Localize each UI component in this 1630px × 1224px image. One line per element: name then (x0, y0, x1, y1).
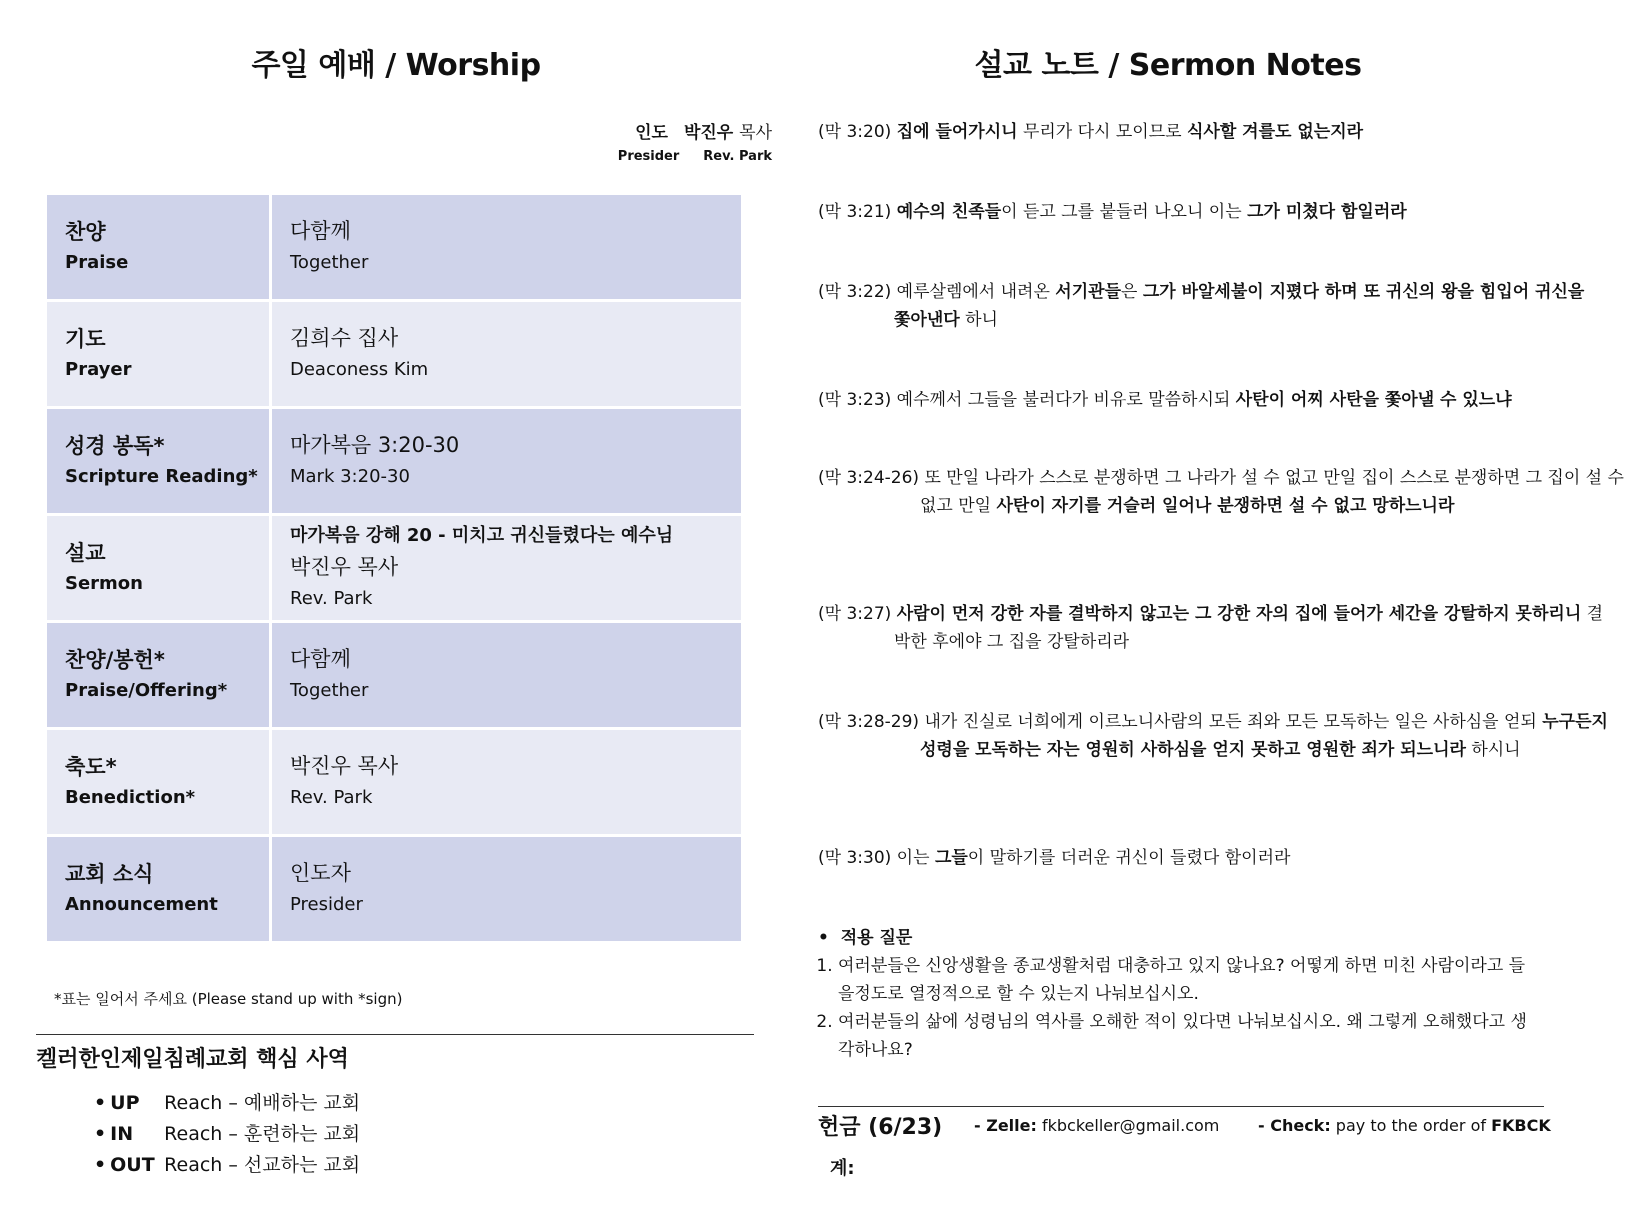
verse-3-27 (818, 600, 1604, 656)
row-label-en: Praise/Offering* (65, 680, 228, 701)
sermon-notes-page (818, 40, 1624, 1179)
row-value-cell (271, 408, 743, 515)
verse-text: 하시니 (1465, 740, 1521, 760)
verse-3-20 (818, 118, 1528, 146)
row-value-ko: 다함께 (290, 647, 351, 671)
worship-title: 주일 예배 / Worship (251, 48, 541, 83)
row-value-cell (271, 836, 743, 943)
verse-ref: (막 3:27) (818, 604, 892, 624)
bullet-icon: • (94, 1092, 107, 1114)
row-value-cell (271, 622, 743, 729)
verse-3-23 (818, 386, 1528, 414)
application-heading-text: 적용 질문 (840, 928, 913, 948)
divider-line (818, 1106, 1544, 1107)
verse-text: 예수께서 그들을 불러다가 비유로 말씀하시되 (891, 390, 1236, 410)
verse-text: 무리가 다시 모이므로 (1017, 122, 1187, 142)
row-value-ko: 마가복음 3:20-30 (290, 433, 460, 457)
row-value-ko: 박진우 목사 (290, 754, 399, 778)
row-value-ko: 박진우 목사 (290, 555, 399, 579)
ministry-text: Reach – 예배하는 교회 (164, 1092, 361, 1114)
row-label-en: Praise (65, 252, 129, 273)
list-item: 1. 여러분들은 신앙생활을 종교생활처럼 대충하고 있지 않나요? 어떻게 하면 미친 사람이라고 들을정도로 열정적으로 할 수 있는지 나눠보십시오. (838, 952, 1538, 1008)
presider-en-name: Rev. Park (703, 149, 772, 164)
verse-text: 은 (1121, 282, 1143, 302)
row-label-cell (46, 194, 271, 301)
row-label-cell (46, 836, 271, 943)
bullet-icon: • (94, 1154, 107, 1176)
table-row (46, 408, 743, 515)
row-value-ko: 김희수 집사 (290, 326, 399, 350)
divider-line (36, 1034, 754, 1035)
row-label-en: Announcement (65, 894, 218, 915)
ministry-list (94, 1088, 360, 1181)
verse-bold: 그들 (934, 848, 968, 868)
stand-note: *표는 일어서 주세요 (Please stand up with *sign) (54, 990, 403, 1008)
verse-text: 이는 (891, 848, 935, 868)
check-payee: FKBCK (1491, 1116, 1551, 1135)
row-value-en: Deaconess Kim (290, 359, 429, 380)
table-row (46, 729, 743, 836)
presider-ko-label: 인도 (635, 123, 668, 143)
verse-bold: 예수의 친족들 (896, 202, 1002, 222)
ministry-title: 켈러한인제일침례교회 핵심 사역 (36, 1047, 349, 1072)
verse-ref: (막 3:28-29) (818, 712, 920, 732)
list-item (94, 1150, 360, 1181)
row-label-ko: 설교 (65, 541, 106, 565)
bullet-icon: • (94, 1123, 107, 1145)
ministry-code: UP (110, 1092, 140, 1114)
ministry-text: Reach – 선교하는 교회 (164, 1154, 361, 1176)
verse-bold: 사탄이 어찌 사탄을 쫓아낼 수 있느냐 (1235, 390, 1512, 410)
row-label-cell (46, 515, 271, 622)
row-label-ko: 찬양/봉헌* (65, 648, 165, 672)
row-label-cell (46, 408, 271, 515)
row-label-ko: 교회 소식 (65, 862, 154, 886)
table-row (46, 194, 743, 301)
worship-page (36, 40, 772, 1176)
table-row (46, 301, 743, 408)
row-value-en: Rev. Park (290, 787, 373, 808)
row-value-en: Together (290, 680, 369, 701)
zelle-email: fkbckeller@gmail.com (1036, 1116, 1220, 1135)
list-item (94, 1119, 360, 1150)
verse-3-30 (818, 844, 1528, 872)
row-label-ko: 축도* (65, 755, 117, 779)
application-heading (818, 924, 1538, 952)
presider-block (592, 118, 772, 164)
verse-ref: (막 3:21) (818, 202, 892, 222)
verse-text: 또 만일 나라가 스스로 분쟁하면 그 나라가 설 수 없고 만일 집이 스스로 분쟁하면 그 집이 설 수 없고 만일 (919, 468, 1624, 516)
verse-3-24-26 (818, 464, 1630, 520)
row-value-cell (271, 729, 743, 836)
presider-ko-title: 목사 (739, 123, 772, 143)
sermon-notes-title: 설교 노트 / Sermon Notes (974, 48, 1362, 83)
table-row (46, 515, 743, 622)
list-item (94, 1088, 360, 1119)
check-label: - Check: (1258, 1116, 1331, 1135)
row-value-ko: 다함께 (290, 219, 351, 243)
verse-ref: (막 3:30) (818, 848, 892, 868)
row-value-en: Presider (290, 894, 363, 915)
verse-ref: (막 3:23) (818, 390, 892, 410)
row-value-en: Together (290, 252, 369, 273)
row-value-cell (271, 515, 743, 622)
verse-text: 이 듣고 그를 붙들러 나오니 이는 (1001, 202, 1248, 222)
row-value-en: Mark 3:20-30 (290, 466, 410, 487)
verse-bold: 사탄이 자기를 거슬러 일어나 분쟁하면 설 수 없고 망하느니라 (996, 496, 1455, 516)
application-questions (818, 924, 1538, 1064)
verse-bold: 누구든지 성령을 모독하는 자는 영원히 사하심을 얻지 못하고 영원한 죄가 되느니라 (920, 712, 1608, 760)
table-row (46, 836, 743, 943)
offering-label: 헌금 (6/23) (818, 1115, 943, 1140)
zelle-info (974, 1116, 1219, 1135)
row-label-cell (46, 729, 271, 836)
verse-ref: (막 3:24-26) (818, 468, 920, 488)
ministry-code: OUT (110, 1154, 155, 1176)
offering-total-label: 계: (830, 1158, 855, 1179)
bullet-icon: • (818, 928, 829, 948)
zelle-label: - Zelle: (974, 1116, 1037, 1135)
verse-bold: 그가 바알세불이 지폈다 하며 또 귀신의 왕을 힘입어 귀신을 쫓아낸다 (894, 282, 1585, 330)
list-item: 2. 여러분들의 삶에 성령님의 역사를 오해한 적이 있다면 나눠보십시오. 왜 그렇게 오해했다고 생각하나요? (838, 1008, 1538, 1064)
verse-ref: (막 3:20) (818, 122, 892, 142)
verse-text: 예루살렘에서 내려온 (891, 282, 1056, 302)
verse-text: 하니 (959, 310, 998, 330)
row-label-en: Benediction* (65, 787, 196, 808)
sermon-title: 마가복음 강해 20 - 미치고 귀신들렸다는 예수님 (290, 525, 674, 546)
row-value-en: Rev. Park (290, 588, 373, 609)
row-label-ko: 성경 봉독* (65, 434, 165, 458)
verse-bold: 사람이 먼저 강한 자를 결박하지 않고는 그 강한 자의 집에 들어가 세간을 강탈하지 못하리니 (896, 604, 1582, 624)
presider-ko-name: 박진우 (683, 123, 734, 143)
row-label-en: Prayer (65, 359, 132, 380)
ministry-code: IN (110, 1123, 134, 1145)
question-list (818, 952, 1538, 1064)
verse-3-28-29 (818, 708, 1630, 764)
verse-ref: (막 3:22) (818, 282, 892, 302)
row-label-ko: 기도 (65, 327, 106, 351)
worship-order-table (44, 192, 744, 944)
check-info (1258, 1116, 1551, 1135)
verse-bold: 서기관들 (1055, 282, 1121, 302)
verse-3-21 (818, 198, 1528, 226)
row-value-cell (271, 194, 743, 301)
verse-bold: 집에 들어가시니 (896, 122, 1018, 142)
row-label-en: Sermon (65, 573, 143, 594)
row-label-en: Scripture Reading* (65, 466, 258, 487)
verse-text: 내가 진실로 너희에게 이르노니사람의 모든 죄와 모든 모독하는 일은 사하심을 얻되 (919, 712, 1543, 732)
verse-bold: 그가 미쳤다 함일러라 (1247, 202, 1407, 222)
row-value-ko: 인도자 (290, 861, 351, 885)
verse-3-22 (818, 278, 1604, 334)
verse-text: 이 말하기를 더러운 귀신이 들렸다 함이러라 (967, 848, 1291, 868)
table-row (46, 622, 743, 729)
row-label-cell (46, 622, 271, 729)
verse-text: 결박한 후에야 그 집을 강탈하리라 (894, 604, 1604, 652)
row-label-ko: 찬양 (65, 220, 106, 244)
row-value-cell (271, 301, 743, 408)
verse-bold: 식사할 겨를도 없는지라 (1186, 122, 1364, 142)
ministry-text: Reach – 훈련하는 교회 (164, 1123, 361, 1145)
presider-en-label: Presider (617, 149, 680, 164)
check-text: pay to the order of (1330, 1116, 1492, 1135)
row-label-cell (46, 301, 271, 408)
offering-block (818, 1110, 1554, 1179)
